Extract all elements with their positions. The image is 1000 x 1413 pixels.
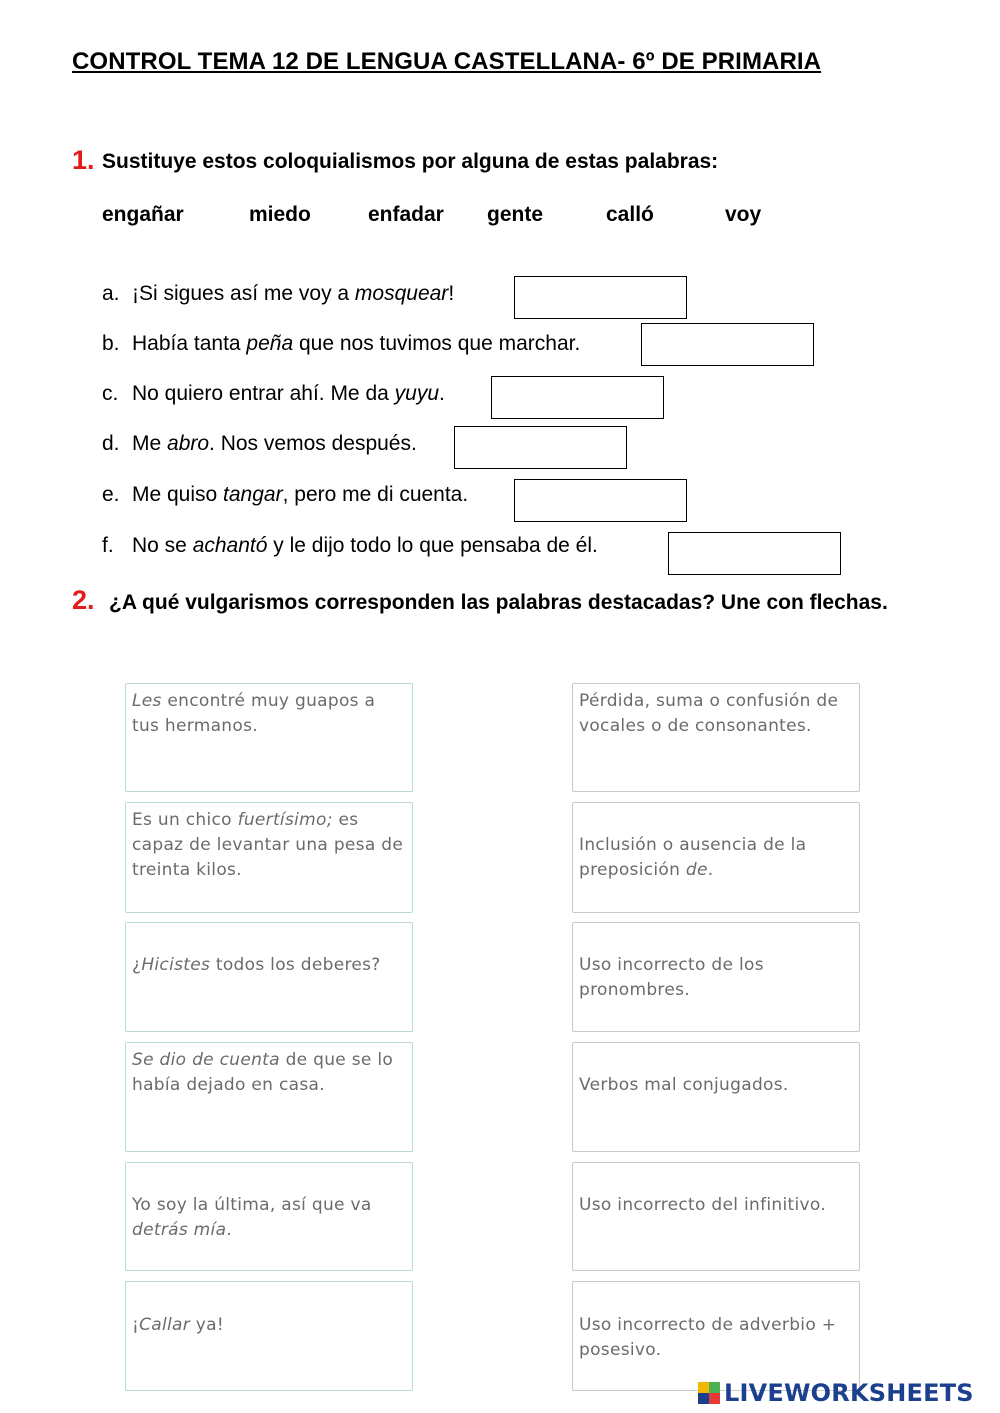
page-title: CONTROL TEMA 12 DE LENGUA CASTELLANA- 6º DE PRIMARIA	[72, 48, 822, 75]
left-card-3[interactable]	[125, 922, 413, 1032]
item-text: !	[448, 282, 455, 305]
liveworksheets-logo	[698, 1379, 974, 1407]
item-text: No quiero entrar ahí. Me da	[132, 382, 395, 405]
question-1-item-f	[102, 534, 598, 558]
item-text: Me quiso	[132, 483, 224, 506]
item-text: ¡Si sigues así me voy a	[132, 282, 355, 305]
card-text: Uso incorrecto del infinitivo.	[579, 1195, 826, 1215]
item-highlight: abro	[167, 432, 210, 455]
item-highlight: mosquear	[354, 282, 449, 305]
word-option: miedo	[249, 203, 311, 226]
answer-box-c[interactable]	[491, 376, 664, 419]
item-text: No se	[132, 534, 193, 557]
question-2-prompt: ¿A qué vulgarismos corresponden las palabras destacadas? Une con flechas.	[109, 591, 888, 614]
card-text: Es un chico	[132, 810, 238, 830]
answer-box-f[interactable]	[668, 532, 841, 575]
left-card-5[interactable]	[125, 1162, 413, 1271]
card-text: .	[707, 860, 714, 880]
card-highlight: Les	[132, 691, 162, 711]
left-card-6[interactable]	[125, 1281, 413, 1391]
right-card-3[interactable]	[572, 922, 860, 1032]
item-letter: d.	[102, 432, 120, 455]
card-text: ya!	[190, 1315, 224, 1335]
answer-box-b[interactable]	[641, 323, 814, 366]
word-option: enfadar	[368, 203, 444, 226]
right-card-5[interactable]	[572, 1162, 860, 1271]
card-text: Uso incorrecto de los pronombres.	[579, 955, 764, 1000]
question-2-number: 2.	[72, 585, 95, 615]
card-highlight: Se dio de cuenta	[132, 1050, 280, 1070]
question-1-item-d	[102, 432, 417, 456]
item-letter: c.	[102, 382, 119, 405]
item-text: que nos tuvimos que marchar.	[293, 332, 581, 355]
answer-box-d[interactable]	[454, 426, 627, 469]
item-letter: a.	[102, 282, 120, 305]
logo-grid-icon	[698, 1382, 720, 1404]
question-1-item-e	[102, 483, 468, 507]
item-letter: b.	[102, 332, 120, 355]
left-card-2[interactable]	[125, 802, 413, 913]
card-highlight: de	[685, 860, 708, 880]
card-highlight: Hicistes	[141, 955, 211, 975]
answer-box-a[interactable]	[514, 276, 687, 319]
item-highlight: tangar	[223, 483, 283, 506]
card-text: Yo soy la última, así que va	[132, 1195, 372, 1215]
card-highlight: detrás mía	[132, 1220, 227, 1240]
word-option: gente	[487, 203, 544, 226]
question-1-number: 1.	[72, 145, 95, 175]
logo-text: LIVEWORKSHEETS	[724, 1379, 974, 1407]
right-card-6[interactable]	[572, 1281, 860, 1391]
card-text: encontré muy guapos a tus hermanos.	[132, 691, 376, 736]
item-letter: e.	[102, 483, 120, 506]
item-highlight: achantó	[192, 534, 268, 557]
right-card-4[interactable]	[572, 1042, 860, 1152]
card-text: Inclusión o ausencia de la preposición	[579, 835, 807, 880]
item-text: . Nos vemos después.	[209, 432, 417, 455]
card-text: .	[226, 1220, 233, 1240]
word-option: calló	[606, 203, 654, 226]
item-text: y le dijo todo lo que pensaba de él.	[267, 534, 598, 557]
question-1-item-c	[102, 382, 445, 406]
card-text: de que se lo había dejado en casa.	[132, 1050, 394, 1095]
item-letter: f.	[102, 534, 114, 557]
item-text: Me	[132, 432, 168, 455]
item-text: .	[439, 382, 445, 405]
card-text: ¿	[132, 955, 142, 975]
item-text: , pero me di cuenta.	[282, 483, 469, 506]
card-text: Verbos mal conjugados.	[579, 1075, 789, 1095]
item-text: Había tanta	[132, 332, 247, 355]
item-highlight: peña	[246, 332, 294, 355]
question-1-item-b	[102, 332, 580, 356]
right-card-1[interactable]	[572, 683, 860, 792]
question-1-item-a	[102, 282, 454, 306]
word-option: voy	[725, 203, 762, 226]
word-option: engañar	[102, 203, 184, 226]
item-highlight: yuyu	[394, 382, 440, 405]
right-card-2[interactable]	[572, 802, 860, 913]
card-highlight: Callar	[139, 1315, 191, 1335]
card-text: Pérdida, suma o confusión de vocales o de consonantes.	[579, 691, 839, 736]
question-1-prompt: Sustituye estos coloquialismos por alguna de estas palabras:	[102, 150, 719, 173]
left-card-1[interactable]	[125, 683, 413, 792]
answer-box-e[interactable]	[514, 479, 687, 522]
card-text: todos los deberes?	[210, 955, 381, 975]
card-text: es capaz de levantar una pesa de treinta kilos.	[132, 810, 404, 880]
card-text: Uso incorrecto de adverbio + posesivo.	[579, 1315, 837, 1360]
card-highlight: fuertísimo;	[237, 810, 333, 830]
left-card-4[interactable]	[125, 1042, 413, 1152]
card-text: ¡	[132, 1315, 140, 1335]
